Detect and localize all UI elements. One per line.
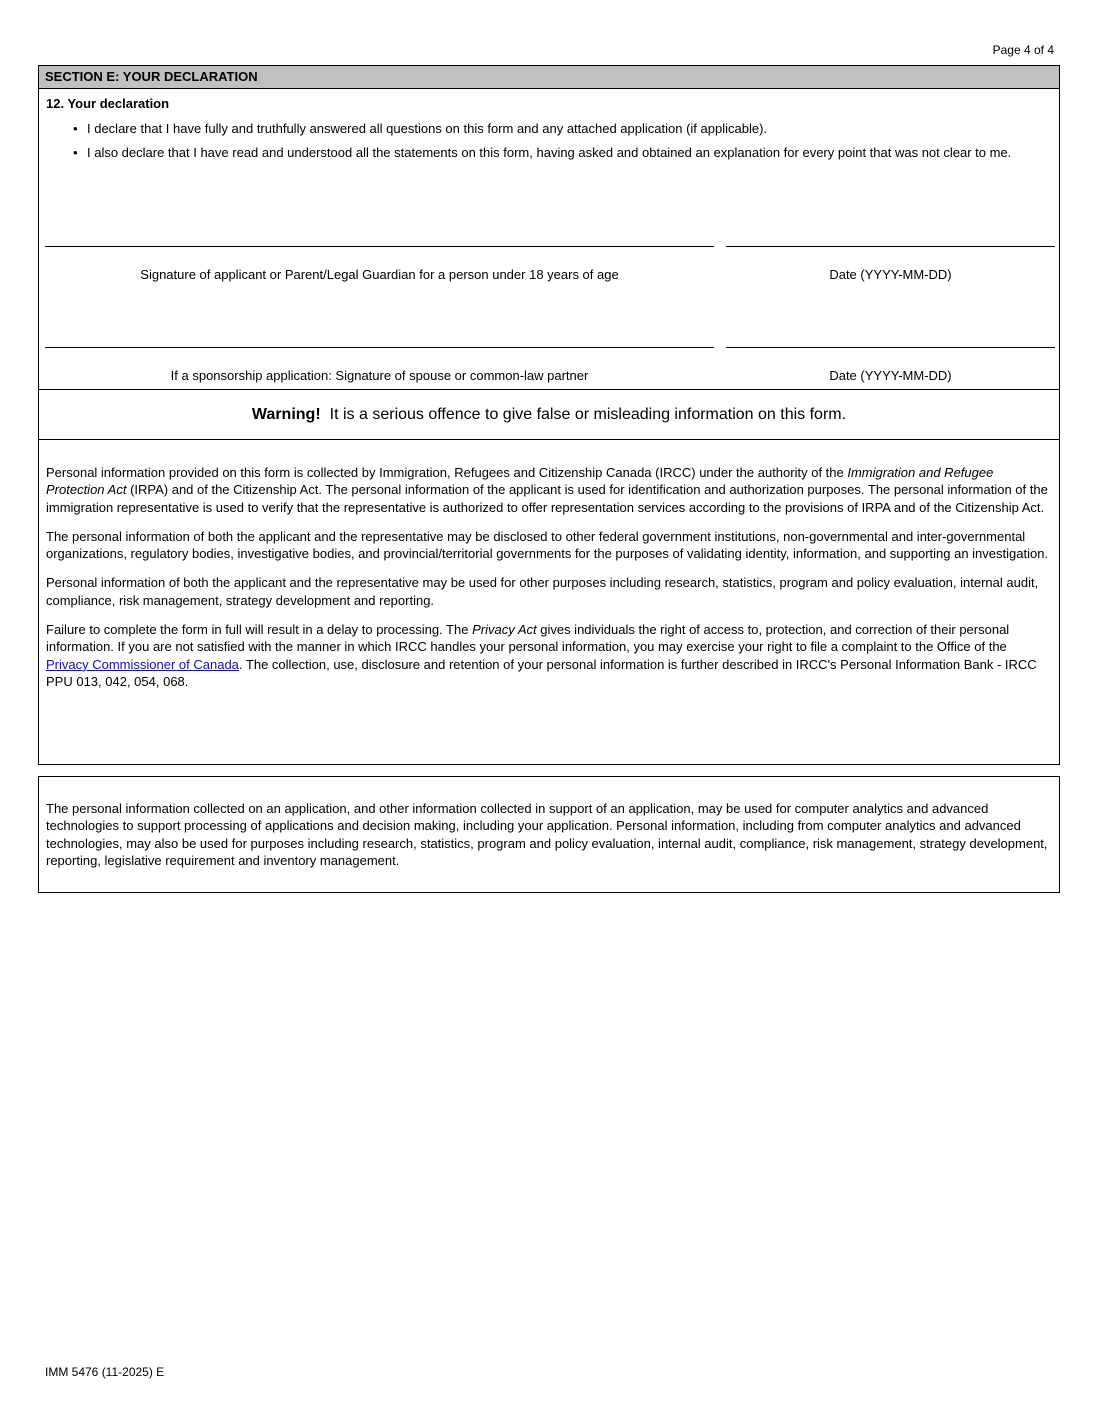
page-number: Page 4 of 4 (992, 43, 1054, 57)
applicant-signature-field[interactable] (45, 246, 714, 247)
privacy-paragraph-3: Personal information of both the applicant and the representative may be used for other purposes including research, statistics, program and policy evaluation, internal audit, compliance, risk management, strategy development and reporting. (46, 575, 1039, 608)
sponsor-date-field[interactable] (726, 347, 1055, 348)
privacy-commissioner-link[interactable]: Privacy Commissioner of Canada (46, 656, 239, 672)
section-header: SECTION E: YOUR DECLARATION (39, 66, 1059, 89)
applicant-date-field[interactable] (726, 246, 1055, 247)
bullet-icon: • (73, 121, 78, 136)
applicant-signature-label: Signature of applicant or Parent/Legal Guardian for a person under 18 years of age (140, 267, 619, 282)
declaration-text: I also declare that I have read and understood all the statements on this form, having asked and obtained an explanation for every point that was not clear to me. (87, 145, 1012, 160)
bullet-icon: • (73, 145, 78, 160)
analytics-text: The personal information collected on an application, and other information collected in support of an application, may be used for computer analytics and advanced technologies to support processing of applications and decision making, including your application. Personal information, including from computer analytics and advanced technologies, may also be used for purposes including research, statistics, program and policy evaluation, internal audit, compliance, risk management, strategy development, reporting, legislative requirement and inventory management. (46, 801, 1048, 868)
privacy-paragraph-1: Personal information provided on this form is collected by Immigration, Refugees and Citizenship Canada (IRCC) under the authority of the Immigration and Refugee Protection Act (IRPA) and of the Citizenship Act. The personal information of the applicant is used for identification and authorization purposes. The personal information of the immigration representative is used to verify that the representative is authorized to offer representation services according to the provisions of IRPA and of the Citizenship Act. (46, 465, 1048, 515)
declaration-item (73, 121, 1055, 137)
privacy-notice (38, 440, 1060, 765)
sponsor-signature-label: If a sponsorship application: Signature of spouse or common-law partner (170, 368, 589, 383)
sponsor-date-label: Date (YYYY-MM-DD) (829, 368, 952, 383)
declaration-item (73, 145, 1055, 161)
question-title: 12. Your declaration (46, 96, 170, 111)
warning-label: Warning! (251, 406, 321, 423)
privacy-paragraph-4: Failure to complete the form in full will result in a delay to processing. The Privacy Act gives individuals the right of access to, protection, and correction of their personal information. If you are not satisfied with the manner in which IRCC handles your personal information, you may exercise your right to file a complaint to the Office of the Privacy Commissioner of Canada. The collection, use, disclosure and retention of your personal information is further described in IRCC's Personal Information Bank - IRCC PPU 013, 042, 054, 068. (46, 622, 1037, 689)
form-number: IMM 5476 (11-2025) E (45, 1365, 165, 1379)
warning-banner (39, 389, 1059, 440)
analytics-notice (38, 776, 1060, 893)
declaration-section (38, 65, 1060, 440)
applicant-date-label: Date (YYYY-MM-DD) (829, 267, 952, 282)
sponsor-signature-field[interactable] (45, 347, 714, 348)
privacy-paragraph-2: The personal information of both the applicant and the representative may be disclosed to other federal government institutions, non-governmental and inter-governmental organizations, regulatory bodies, investigative bodies, and provincial/territorial governments for the purposes of validating identity, information, and supporting an investigation. (46, 528, 1049, 562)
declaration-text: I declare that I have fully and truthfully answered all questions on this form and any attached application (if applicable). (87, 121, 768, 136)
declaration-list (73, 121, 1055, 169)
warning-text: It is a serious offence to give false or misleading information on this form. (329, 406, 847, 423)
